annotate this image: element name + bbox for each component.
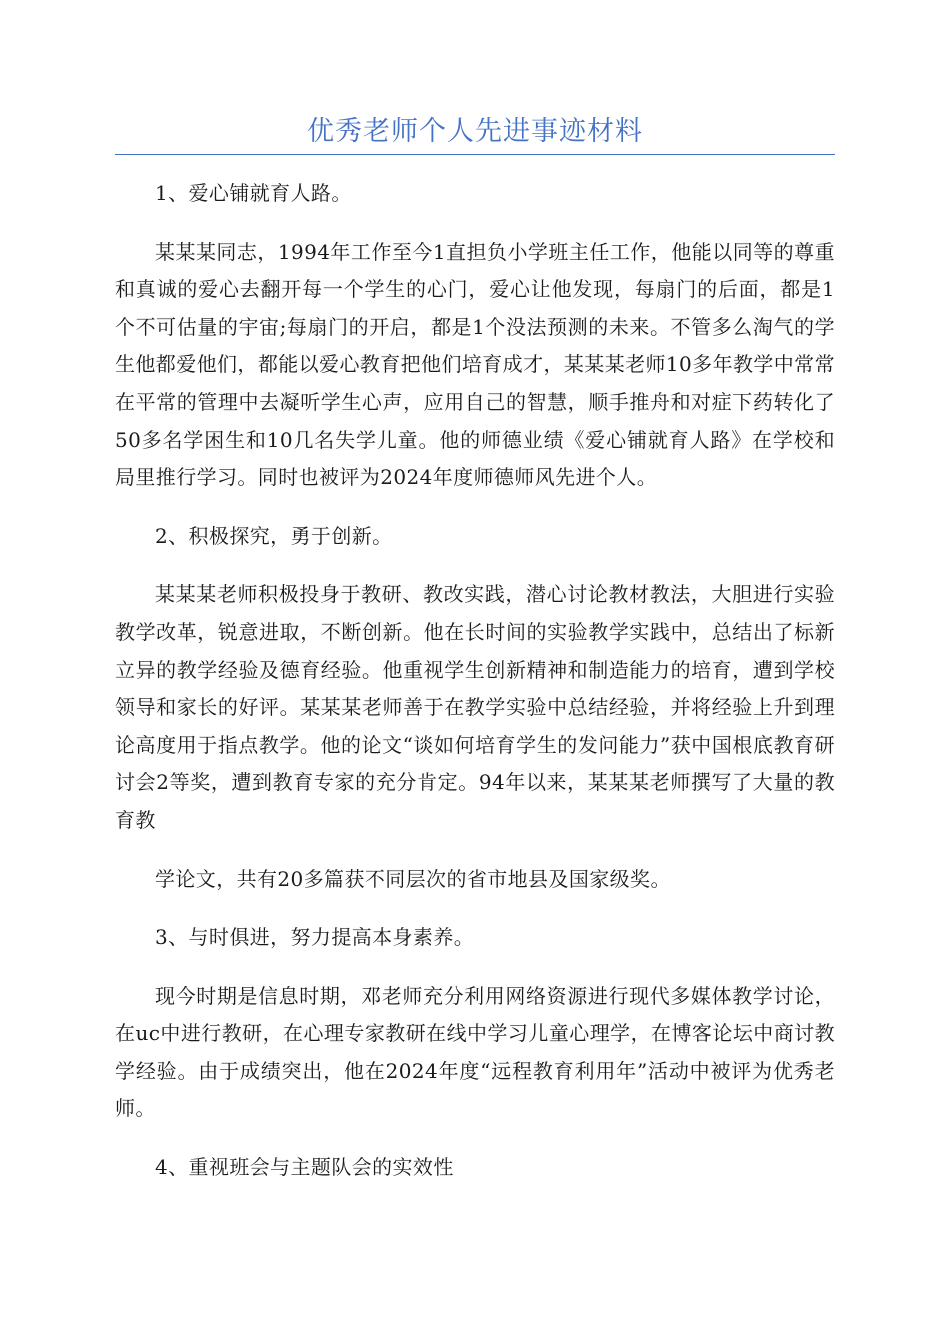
title-underline — [115, 154, 835, 155]
section-heading-3: 3、与时俱进，努力提高本身素养。 — [155, 925, 475, 950]
section-heading-1: 1、爱心铺就育人路。 — [155, 181, 352, 205]
section-heading-2: 2、积极探究，勇于创新。 — [155, 523, 393, 548]
body-paragraph-2: 某某某老师积极投身于教研、教改实践，潜心讨论教材教法，大胆进行实验教学改革，锐意进取，不断创新。他在长时间的实验教学实践中，总结出了标新立异的教学经验及德育经验。他重视学生创新精神和制造能力的培育，遭到学校领导和家长的好评。某某某老师善于在教学实验中总结经验，并将经验上升到理论高度用于指点教学。他的论文“谈如何培育学生的发问能力”获中国根底教育研讨会2等奖，遭到教育专家的充分肯定。94年以来，某某某老师撰写了大量的教育教 — [115, 582, 835, 832]
body-paragraph-2-continued: 学论文，共有20多篇获不同层次的省市地县及国家级奖。 — [155, 866, 671, 891]
section-heading-4: 4、重视班会与主题队会的实效性 — [155, 1155, 454, 1180]
document-title: 优秀老师个人先进事迹材料 — [307, 116, 643, 147]
body-paragraph-3: 现今时期是信息时期，邓老师充分利用网络资源进行现代多媒体教学讨论，在uc中进行教研，在心理专家教研在线中学习儿童心理学，在博客论坛中商讨教学经验。由于成绩突出，他在2024年度“远程教育利用年”活动中被评为优秀老师。 — [115, 983, 835, 1121]
body-paragraph-1: 某某某同志，1994年工作至今1直担负小学班主任工作，他能以同等的尊重和真诚的爱心去翻开每一个学生的心门，爱心让他发现，每扇门的后面，都是1个不可估量的宇宙;每扇门的开启，都是1个没法预测的未来。不管多么淘气的学生他都爱他们，都能以爱心教育把他们培育成才，某某某老师10多年教学中常常在平常的管理中去凝听学生心声，应用自己的智慧，顺手推舟和对症下药转化了50多名学困生和10几名失学儿童。他的师德业绩《爱心铺就育人路》在学校和局里推行学习。同时也被评为2024年度师德师风先进个人。 — [115, 239, 835, 490]
document-body — [115, 175, 835, 1208]
